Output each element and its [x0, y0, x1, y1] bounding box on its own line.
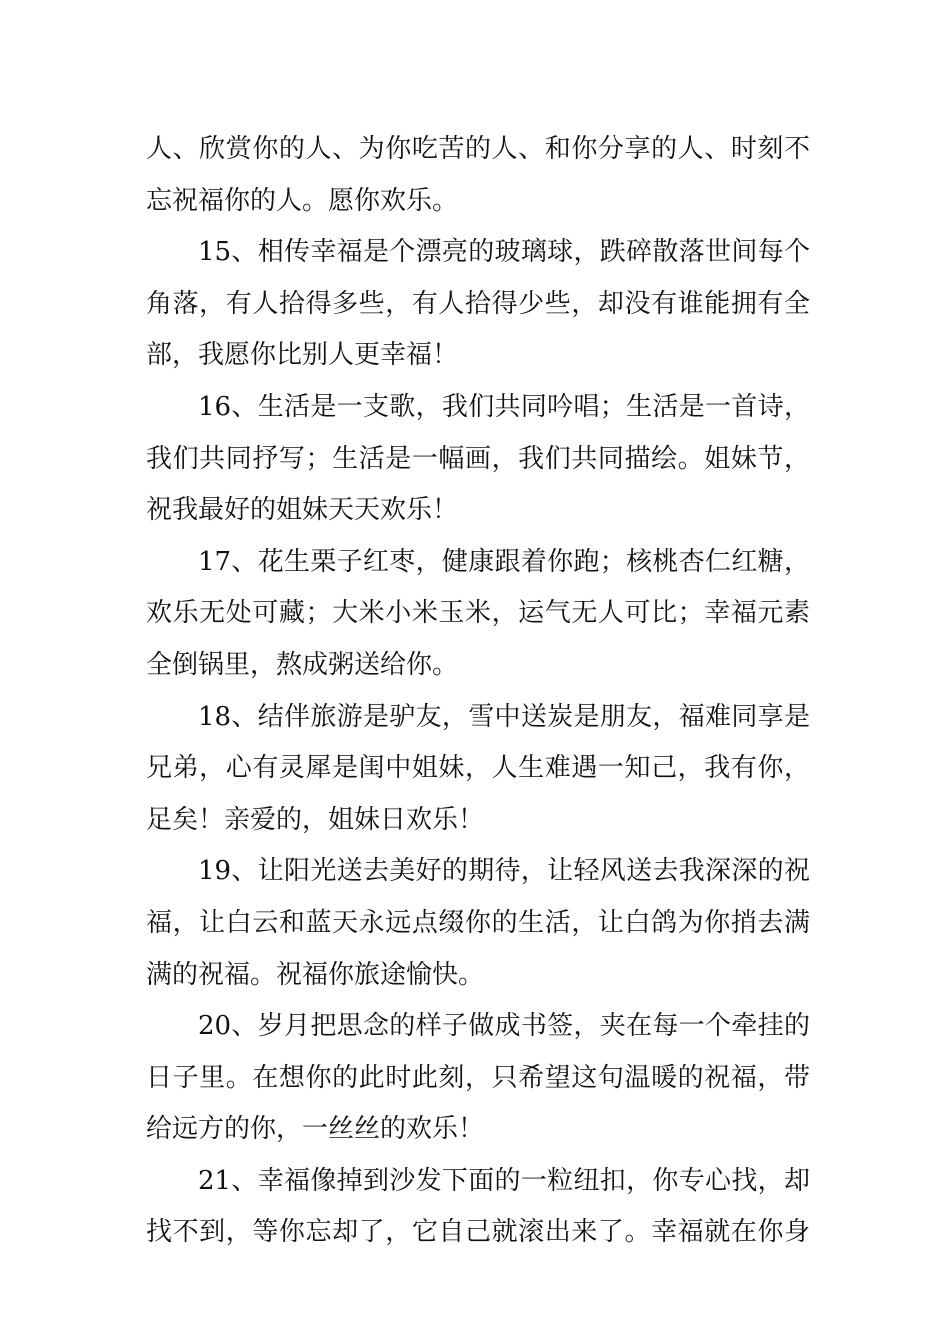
text-line: 17、花生栗子红枣，健康跟着你跑；核桃杏仁红糖， [198, 546, 810, 577]
text-line: 给远方的你，一丝丝的欢乐！ [146, 1114, 485, 1145]
text-line: 忘祝福你的人。愿你欢乐。 [146, 185, 459, 216]
text-line: 我们共同抒写；生活是一幅画，我们共同描绘。姐妹节， [146, 443, 810, 474]
text-line: 福，让白云和蓝天永远点缀你的生活，让白鸽为你捎去满 [146, 907, 810, 938]
text-line: 欢乐无处可藏；大米小米玉米，运气无人可比；幸福元素 [146, 598, 810, 629]
text-line: 兄弟，心有灵犀是闺中姐妹，人生难遇一知己，我有你， [146, 753, 810, 784]
text-line: 找不到，等你忘却了，它自己就滚出来了。幸福就在你身 [146, 1217, 810, 1248]
text-line: 日子里。在想你的此时此刻，只希望这句温暖的祝福，带 [146, 1062, 810, 1093]
text-line: 16、生活是一支歌，我们共同吟唱；生活是一首诗， [198, 391, 810, 422]
text-line: 15、相传幸福是个漂亮的玻璃球，跌碎散落世间每个 [198, 237, 810, 268]
text-line: 人、欣赏你的人、为你吃苦的人、和你分享的人、时刻不 [146, 134, 810, 164]
text-line: 20、岁月把思念的样子做成书签，夹在每一个牵挂的 [198, 1011, 810, 1042]
text-line: 19、让阳光送去美好的期待，让轻风送去我深深的祝 [198, 856, 810, 887]
text-line: 全倒锅里，熬成粥送给你。 [146, 649, 459, 680]
text-line: 祝我最好的姐妹天天欢乐！ [146, 495, 459, 526]
body-text [146, 124, 810, 1259]
text-line: 角落，有人拾得多些，有人拾得少些，却没有谁能拥有全 [146, 288, 810, 319]
text-line: 足矣！亲爱的，姐妹日欢乐！ [146, 804, 485, 835]
text-line: 满的祝福。祝福你旅途愉快。 [146, 959, 485, 990]
text-line: 部，我愿你比别人更幸福！ [146, 340, 459, 371]
text-line: 18、结伴旅游是驴友，雪中送炭是朋友，福难同享是 [198, 701, 810, 732]
text-line: 21、幸福像掉到沙发下面的一粒纽扣，你专心找，却 [198, 1165, 810, 1196]
